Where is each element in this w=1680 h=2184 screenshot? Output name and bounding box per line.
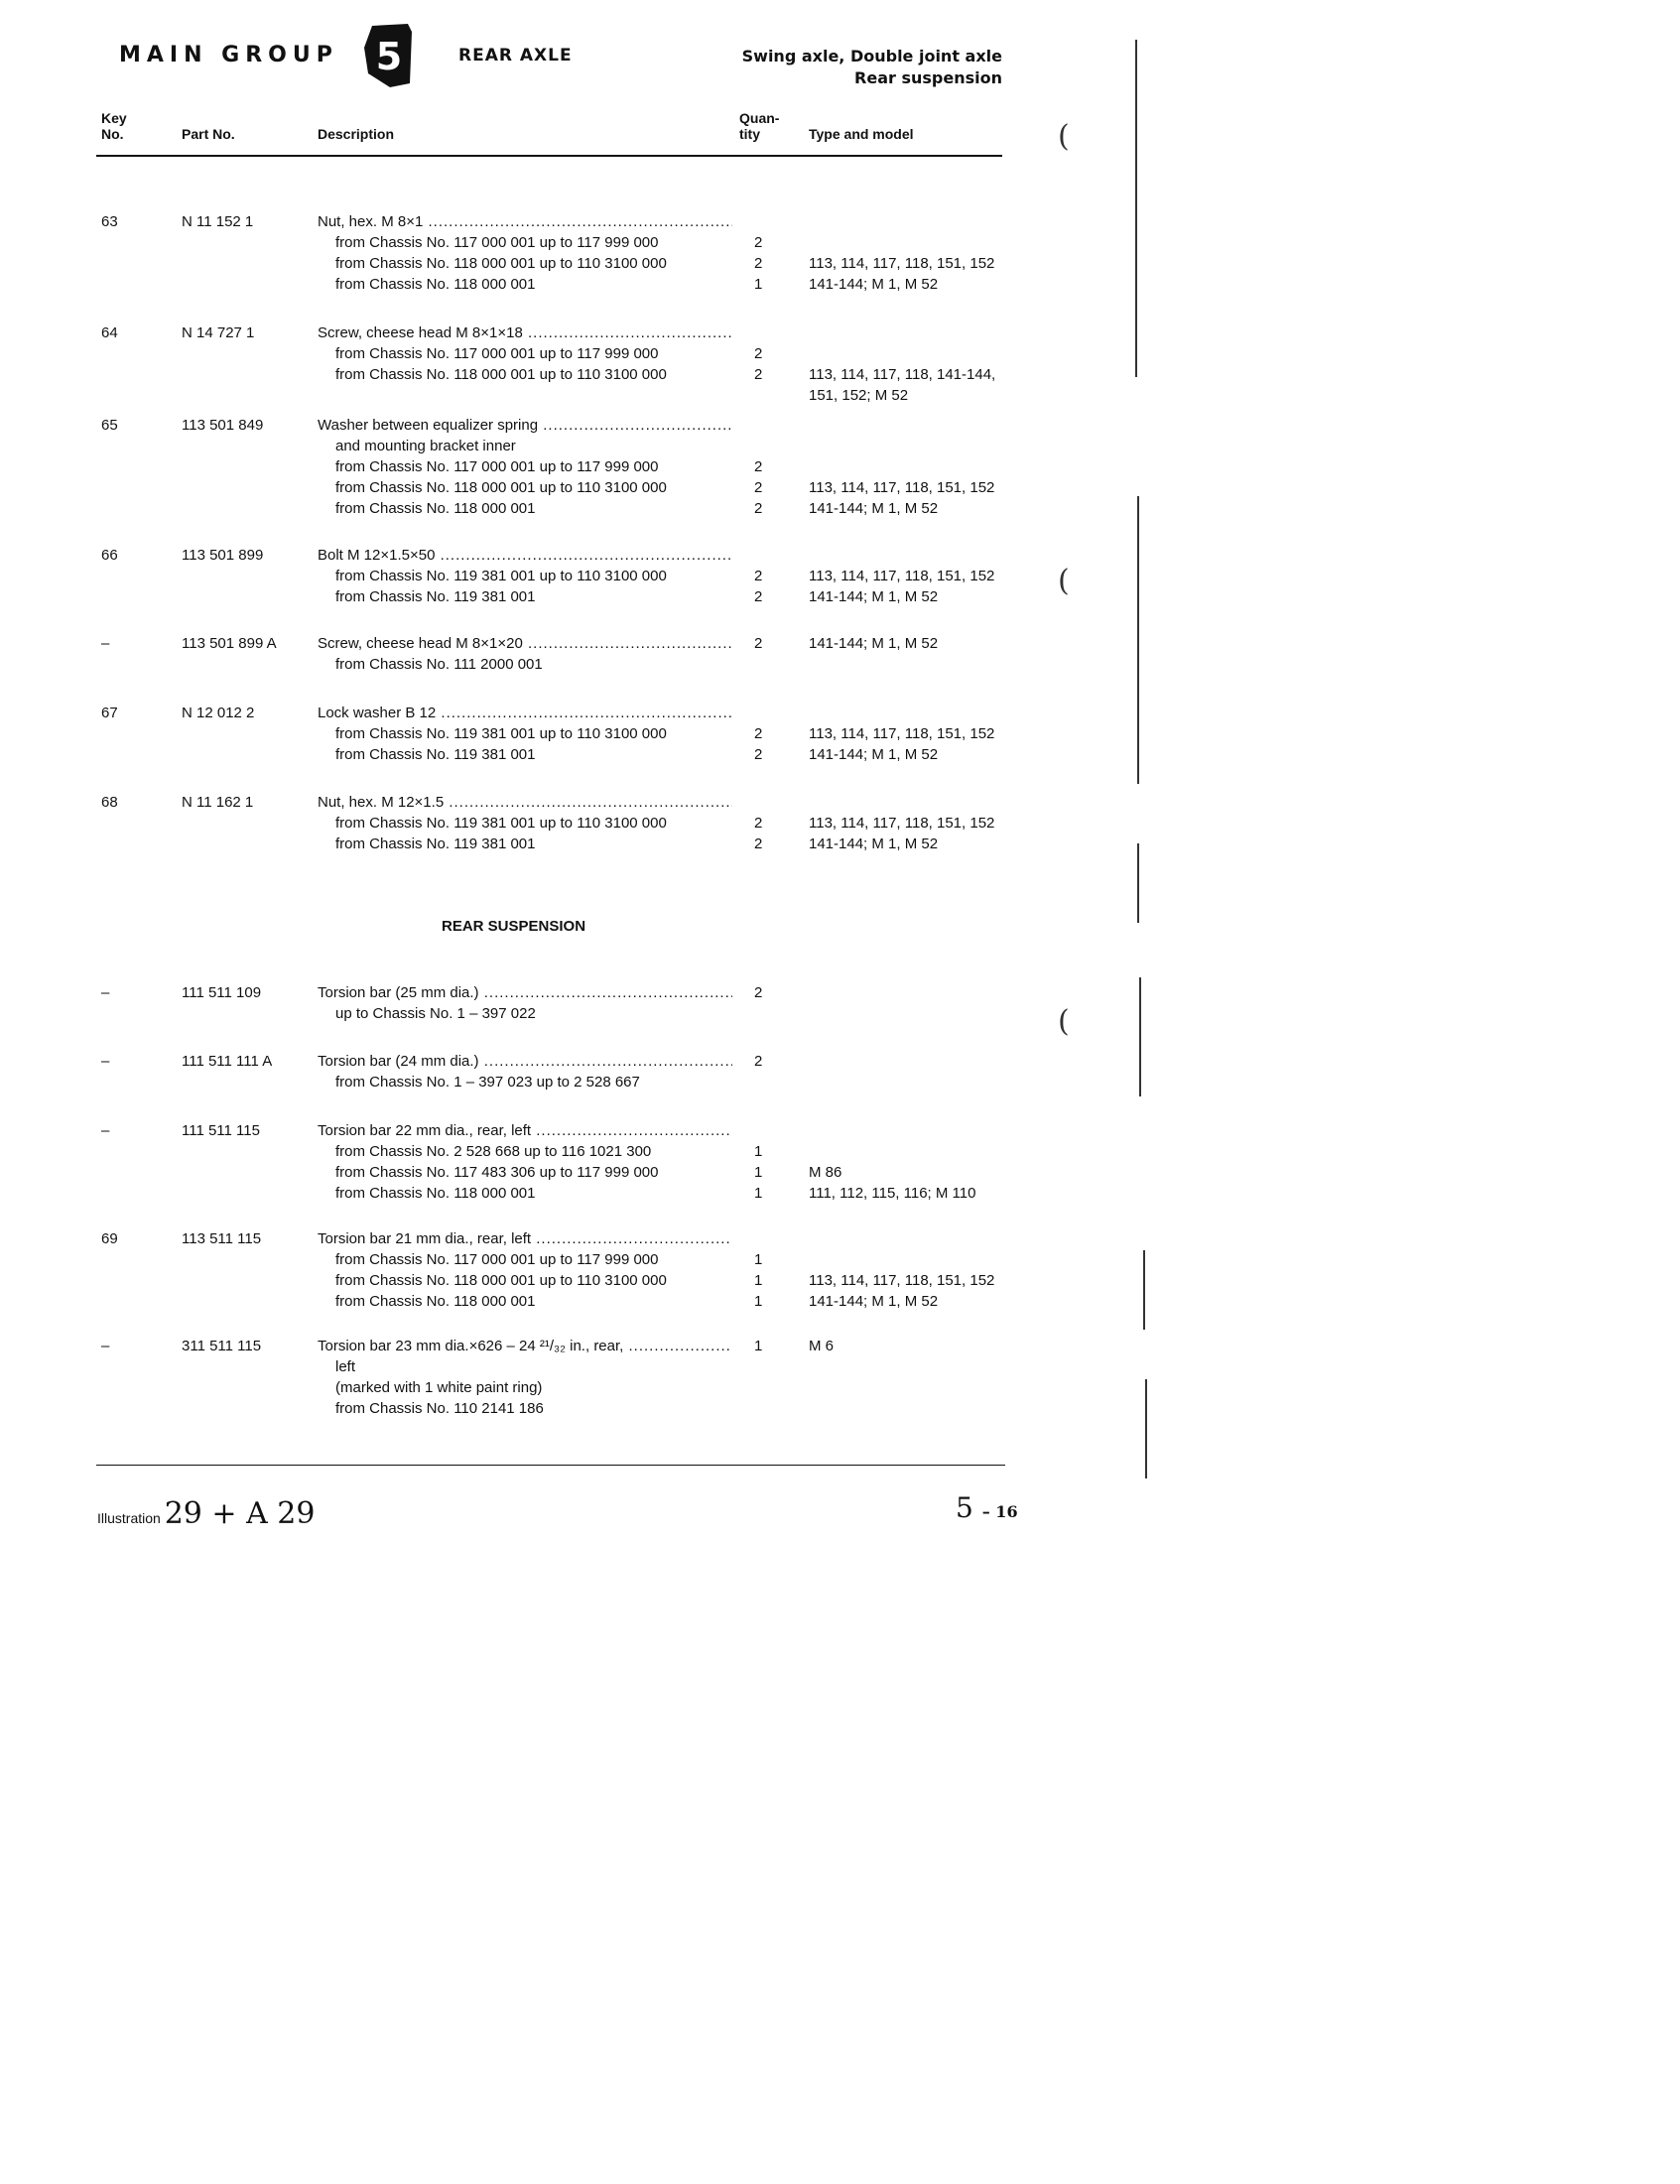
quantity: 2 bbox=[754, 479, 763, 496]
subtitle-line-2: Rear suspension bbox=[854, 68, 1002, 87]
binder-edge-line bbox=[1145, 1379, 1147, 1478]
part-number: 311 511 115 bbox=[182, 1338, 262, 1354]
quantity: 2 bbox=[754, 835, 763, 852]
part-description-detail: from Chassis No. 118 000 001 bbox=[335, 276, 536, 293]
part-description: Nut, hex. M 12×1.5 ..... bbox=[318, 792, 732, 813]
part-description: Torsion bar 23 mm dia.×626 – 24 ²¹/₃₂ in., rear, ..... bbox=[318, 1336, 732, 1356]
part-description-detail: from Chassis No. 119 381 001 up to 110 3100 000 bbox=[335, 568, 667, 584]
part-description-detail: up to Chassis No. 1 – 397 022 bbox=[335, 1005, 536, 1022]
quantity: 2 bbox=[754, 815, 763, 832]
part-description: Torsion bar 21 mm dia., rear, left ..... bbox=[318, 1228, 732, 1249]
type-model: M 6 bbox=[809, 1338, 835, 1354]
part-description-detail: from Chassis No. 118 000 001 up to 110 3100 000 bbox=[335, 479, 667, 496]
part-description-detail: from Chassis No. 118 000 001 up to 110 3100 000 bbox=[335, 366, 667, 383]
part-description-detail: from Chassis No. 118 000 001 bbox=[335, 1293, 536, 1310]
part-number: 113 501 849 bbox=[182, 417, 264, 434]
part-description-detail: from Chassis No. 117 483 306 up to 117 999 000 bbox=[335, 1164, 659, 1181]
quantity: 2 bbox=[754, 746, 763, 763]
part-description-detail: from Chassis No. 119 381 001 bbox=[335, 746, 536, 763]
quantity: 1 bbox=[754, 1164, 763, 1181]
type-model: 141-144; M 1, M 52 bbox=[809, 635, 939, 652]
type-model: 113, 114, 117, 118, 151, 152 bbox=[809, 725, 995, 742]
header-rule bbox=[96, 155, 1002, 157]
key-number: – bbox=[101, 1338, 110, 1354]
part-description: Torsion bar 22 mm dia., rear, left ..... bbox=[318, 1120, 732, 1141]
part-description-detail: from Chassis No. 119 381 001 up to 110 3100 000 bbox=[335, 815, 667, 832]
group-badge-shape bbox=[362, 22, 414, 89]
quantity: 2 bbox=[754, 458, 763, 475]
part-description-detail: from Chassis No. 118 000 001 bbox=[335, 500, 536, 517]
key-number: 63 bbox=[101, 213, 118, 230]
quantity: 2 bbox=[754, 1053, 763, 1070]
column-header-key bbox=[101, 110, 127, 142]
main-group-title: MAIN GROUP bbox=[119, 43, 338, 67]
page-number-sub: – 16 bbox=[981, 1502, 1018, 1521]
part-description-detail: from Chassis No. 118 000 001 bbox=[335, 1185, 536, 1202]
quantity: 1 bbox=[754, 1251, 763, 1268]
part-number: 113 501 899 bbox=[182, 547, 264, 564]
binder-hole-mark: ( bbox=[1058, 564, 1070, 598]
binder-hole-mark: ( bbox=[1058, 119, 1070, 154]
rear-suspension-heading: REAR SUSPENSION bbox=[442, 918, 586, 935]
key-number: 65 bbox=[101, 417, 118, 434]
part-description-detail: from Chassis No. 117 000 001 up to 117 999 000 bbox=[335, 234, 659, 251]
part-description: Bolt M 12×1.5×50 ..... bbox=[318, 545, 732, 566]
part-description: Torsion bar (25 mm dia.) ..... bbox=[318, 982, 732, 1003]
part-number: 113 501 899 A bbox=[182, 635, 277, 652]
type-model: 141-144; M 1, M 52 bbox=[809, 588, 939, 605]
part-description: Lock washer B 12 ..... bbox=[318, 703, 732, 723]
type-model: 141-144; M 1, M 52 bbox=[809, 746, 939, 763]
column-header-key-line2: No. bbox=[101, 126, 124, 142]
part-description-detail: from Chassis No. 2 528 668 up to 116 1021 300 bbox=[335, 1143, 652, 1160]
part-number: N 11 152 1 bbox=[182, 213, 254, 230]
part-description: Washer between equalizer spring ..... bbox=[318, 415, 732, 436]
quantity: 2 bbox=[754, 255, 763, 272]
binder-edge-line bbox=[1135, 40, 1137, 377]
type-model: 141-144; M 1, M 52 bbox=[809, 1293, 939, 1310]
type-model: 151, 152; M 52 bbox=[809, 387, 909, 404]
subtitle-block bbox=[742, 46, 1002, 89]
key-number: 68 bbox=[101, 794, 118, 811]
type-model: 141-144; M 1, M 52 bbox=[809, 835, 939, 852]
type-model: 113, 114, 117, 118, 151, 152 bbox=[809, 568, 995, 584]
part-description: Screw, cheese head M 8×1×18 ..... bbox=[318, 322, 732, 343]
part-description-detail: from Chassis No. 119 381 001 bbox=[335, 588, 536, 605]
binder-hole-mark: ( bbox=[1058, 1004, 1070, 1039]
part-description-detail: from Chassis No. 118 000 001 up to 110 3100 000 bbox=[335, 255, 667, 272]
type-model: 113, 114, 117, 118, 151, 152 bbox=[809, 479, 995, 496]
quantity: 1 bbox=[754, 1185, 763, 1202]
quantity: 2 bbox=[754, 984, 763, 1001]
quantity: 1 bbox=[754, 276, 763, 293]
section-title: REAR AXLE bbox=[458, 46, 573, 65]
part-description-detail: left bbox=[335, 1358, 356, 1375]
quantity: 2 bbox=[754, 345, 763, 362]
footer-rule bbox=[96, 1465, 1005, 1466]
part-description: Nut, hex. M 8×1 ..... bbox=[318, 211, 732, 232]
part-description-detail: (marked with 1 white paint ring) bbox=[335, 1379, 543, 1396]
column-header-quantity bbox=[739, 110, 779, 142]
column-header-quantity-line1: Quan- bbox=[739, 110, 780, 126]
part-description-detail: from Chassis No. 110 2141 186 bbox=[335, 1400, 544, 1417]
binder-edge-line bbox=[1137, 843, 1139, 923]
part-number: N 14 727 1 bbox=[182, 324, 255, 341]
column-header-quantity-line2: tity bbox=[739, 126, 760, 142]
part-description-detail: from Chassis No. 1 – 397 023 up to 2 528 667 bbox=[335, 1074, 640, 1091]
part-number: 111 511 115 bbox=[182, 1122, 260, 1139]
part-description-detail: from Chassis No. 119 381 001 bbox=[335, 835, 536, 852]
quantity: 1 bbox=[754, 1338, 763, 1354]
part-number: N 11 162 1 bbox=[182, 794, 254, 811]
binder-edge-line bbox=[1139, 977, 1141, 1096]
column-header-type: Type and model bbox=[809, 126, 914, 142]
key-number: – bbox=[101, 1122, 110, 1139]
type-model: M 86 bbox=[809, 1164, 842, 1181]
type-model: 111, 112, 115, 116; M 110 bbox=[809, 1185, 976, 1202]
column-header-description: Description bbox=[318, 126, 395, 142]
binder-edge-line bbox=[1143, 1250, 1145, 1330]
part-description: Screw, cheese head M 8×1×20 ..... bbox=[318, 633, 732, 654]
key-number: – bbox=[101, 984, 110, 1001]
column-header-key-line1: Key bbox=[101, 110, 127, 126]
page-number-main: 5 bbox=[956, 1491, 973, 1524]
quantity: 2 bbox=[754, 588, 763, 605]
quantity: 2 bbox=[754, 500, 763, 517]
quantity: 2 bbox=[754, 725, 763, 742]
part-number: 113 511 115 bbox=[182, 1230, 262, 1247]
type-model: 113, 114, 117, 118, 151, 152 bbox=[809, 1272, 995, 1289]
column-header-part: Part No. bbox=[182, 126, 235, 142]
quantity: 2 bbox=[754, 568, 763, 584]
illustration-reference bbox=[97, 1496, 315, 1531]
subtitle-line-1: Swing axle, Double joint axle bbox=[741, 47, 1002, 65]
part-description-detail: and mounting bracket inner bbox=[335, 438, 516, 454]
part-number: 111 511 111 A bbox=[182, 1053, 273, 1070]
quantity: 2 bbox=[754, 234, 763, 251]
binder-edge-line bbox=[1137, 496, 1139, 784]
type-model: 141-144; M 1, M 52 bbox=[809, 276, 939, 293]
group-number-text: 5 bbox=[375, 35, 403, 78]
type-model: 113, 114, 117, 118, 151, 152 bbox=[809, 255, 995, 272]
quantity: 1 bbox=[754, 1143, 763, 1160]
part-description-detail: from Chassis No. 117 000 001 up to 117 999 000 bbox=[335, 1251, 659, 1268]
key-number: 66 bbox=[101, 547, 118, 564]
key-number: 67 bbox=[101, 705, 118, 721]
key-number: 64 bbox=[101, 324, 118, 341]
part-description-detail: from Chassis No. 119 381 001 up to 110 3100 000 bbox=[335, 725, 667, 742]
part-description-detail: from Chassis No. 117 000 001 up to 117 999 000 bbox=[335, 345, 659, 362]
part-number: 111 511 109 bbox=[182, 984, 262, 1001]
key-number: – bbox=[101, 635, 110, 652]
key-number: 69 bbox=[101, 1230, 118, 1247]
quantity: 1 bbox=[754, 1272, 763, 1289]
key-number: – bbox=[101, 1053, 110, 1070]
type-model: 113, 114, 117, 118, 141-144, bbox=[809, 366, 996, 383]
part-number: N 12 012 2 bbox=[182, 705, 255, 721]
type-model: 141-144; M 1, M 52 bbox=[809, 500, 939, 517]
quantity: 2 bbox=[754, 635, 763, 652]
illustration-label: Illustration bbox=[97, 1510, 161, 1526]
part-description-detail: from Chassis No. 117 000 001 up to 117 999 000 bbox=[335, 458, 659, 475]
part-description-detail: from Chassis No. 111 2000 001 bbox=[335, 656, 543, 673]
part-description: Torsion bar (24 mm dia.) ..... bbox=[318, 1051, 732, 1072]
illustration-number: 29 + A 29 bbox=[164, 1496, 316, 1531]
group-number-badge bbox=[362, 22, 414, 89]
type-model: 113, 114, 117, 118, 151, 152 bbox=[809, 815, 995, 832]
page-number bbox=[956, 1491, 1018, 1524]
quantity: 2 bbox=[754, 366, 763, 383]
part-description-detail: from Chassis No. 118 000 001 up to 110 3100 000 bbox=[335, 1272, 667, 1289]
quantity: 1 bbox=[754, 1293, 763, 1310]
